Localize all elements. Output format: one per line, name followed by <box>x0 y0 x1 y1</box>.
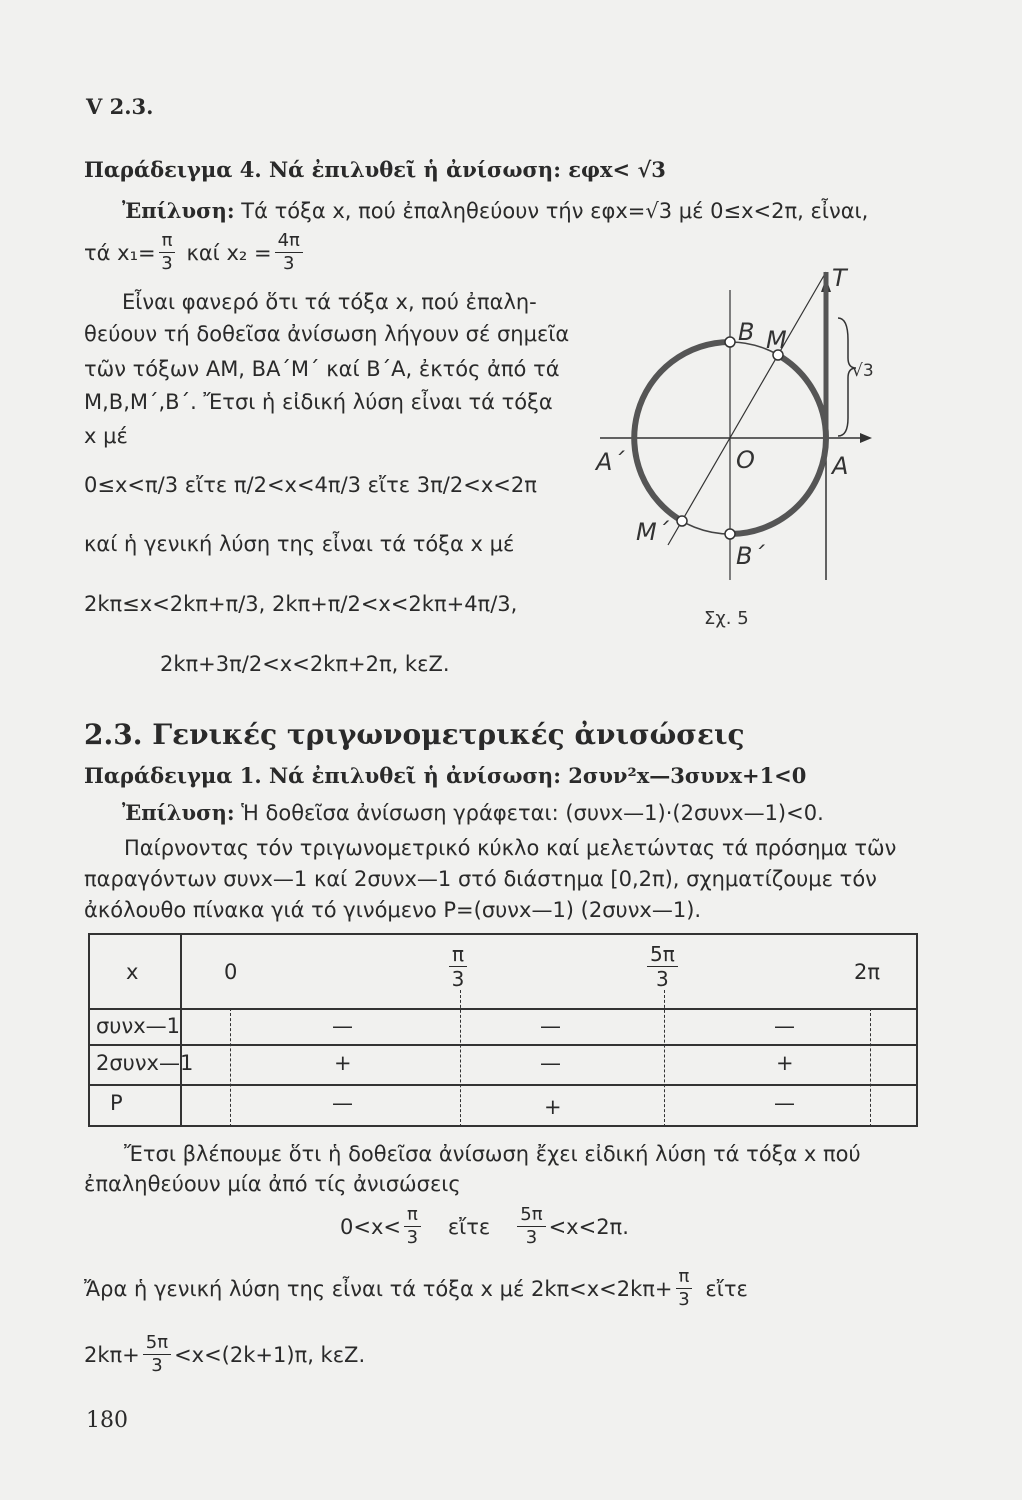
table-header-2pi: 2π <box>854 960 881 984</box>
sign-cell: + <box>544 1095 562 1119</box>
figure-caption: Σχ. 5 <box>704 608 749 629</box>
specific-solution-inequality: 0≤x<π/3 εἴτε π/2<x<4π/3 εἴτε 3π/2<x<2π <box>84 473 537 497</box>
dashed-divider <box>870 1008 871 1127</box>
table-header-x: x <box>126 960 139 984</box>
label-A: A <box>832 452 849 480</box>
fraction-4pi-3: $\frac{4\pi}{3}$ <box>275 232 303 273</box>
x1-label: τά x₁= <box>84 240 156 265</box>
paragraph-line: τῶν τόξων AM, BA΄M΄ καί B΄A, ἐκτός ἀπό τά <box>84 357 560 381</box>
sign-cell: — <box>540 1051 561 1075</box>
table-rule <box>88 1044 918 1046</box>
general-solution-label: καί ἡ γενική λύση της εἶναι τά τόξα x μέ <box>84 532 515 556</box>
solution-label: Ἐπίλυση: <box>122 198 235 223</box>
sign-cell: + <box>334 1051 352 1075</box>
table-rule <box>88 1008 918 1010</box>
paragraph-line: x μέ <box>84 424 128 448</box>
page-number: 180 <box>86 1408 128 1433</box>
paragraph-line: M,B,M΄,B΄. Ἔτσι ἡ εἰδική λύση εἶναι τά τόξα <box>84 390 553 414</box>
example-1-title: Παράδειγμα 1. Νά ἐπιλυθεῖ ἡ ἀνίσωση: 2συν²x—3συνx+1<0 <box>84 763 807 788</box>
x2-label: καί x₂ = <box>186 240 272 265</box>
paragraph-line: Ἔτσι βλέπουμε ὅτι ἡ δοθεῖσα ἀνίσωση ἔχει εἰδική λύση τά τόξα x πού <box>124 1142 861 1166</box>
table-header-pi-3: $\frac{\pi}{3}$ <box>446 944 470 989</box>
paragraph-line: ἐπαληθεύουν μία ἀπό τίς ἀνισώσεις <box>84 1172 461 1196</box>
example-4-title: Παράδειγμα 4. Νά ἐπιλυθεῖ ἡ ἀνίσωση: εφx< √3 <box>84 157 666 182</box>
label-T: T <box>832 264 847 292</box>
label-B-prime: B΄ <box>736 542 765 570</box>
dashed-divider <box>460 990 461 1127</box>
general-solution-line-2: 2kπ+3π/2<x<2kπ+2π, kεZ. <box>160 652 450 676</box>
running-header: V 2.3. <box>86 94 154 119</box>
dashed-divider <box>230 1008 231 1127</box>
sign-cell: — <box>332 1014 353 1038</box>
paragraph-line: Εἶναι φανερό ὅτι τά τόξα x, πού ἐπαλη- <box>122 290 537 314</box>
sign-cell: — <box>774 1091 795 1115</box>
label-A-prime: A΄ <box>596 448 625 476</box>
roots-line <box>84 232 306 273</box>
unit-circle-figure <box>590 260 880 640</box>
example-4-solution-line <box>122 198 868 223</box>
sign-cell: + <box>776 1051 794 1075</box>
sign-cell: — <box>332 1091 353 1115</box>
row-label: συνx—1 <box>96 1014 180 1038</box>
label-M-prime: M΄ <box>636 518 669 546</box>
table-header-5pi-3: $\frac{5\pi}{3}$ <box>644 944 681 989</box>
general-solution-line-2: 2kπ+ $\frac{5\pi}{3}$ <x<(2k+1)π, kεZ. <box>84 1332 366 1376</box>
general-solution-line-1: 2kπ≤x<2kπ+π/3, 2kπ+π/2<x<2kπ+4π/3, <box>84 592 518 616</box>
point-B-prime <box>725 529 735 539</box>
paragraph-line: Παίρνοντας τόν τριγωνομετρικό κύκλο καί μελετώντας τά πρόσημα τῶν <box>124 836 897 860</box>
point-M-prime <box>677 516 687 526</box>
sign-cell: — <box>774 1014 795 1038</box>
x-axis-arrow <box>860 433 872 443</box>
specific-solution-inequality: 0<x< $\frac{\pi}{3}$ εἴτε $\frac{5\pi}{3}$ <x<2π. <box>340 1204 629 1248</box>
solution-text: Τά τόξα x, πού ἐπαληθεύουν τήν εφx=√3 μέ 0≤x<2π, εἶναι, <box>241 199 869 223</box>
row-label: P <box>110 1091 123 1115</box>
solution-arc-BAM <box>634 342 730 521</box>
table-rule <box>88 1084 918 1086</box>
solution-text: Ἡ δοθεῖσα ἀνίσωση γράφεται: (συνx—1)·(2συνx—1)<0. <box>241 801 824 825</box>
paragraph-line: θεύουν τή δοθεῖσα ἀνίσωση λήγουν σέ σημεῖα <box>84 322 570 346</box>
label-B: B <box>738 318 755 346</box>
example-1-solution-line <box>122 800 824 825</box>
dashed-divider <box>664 990 665 1127</box>
sign-cell: — <box>540 1014 561 1038</box>
fraction-pi-3: $\frac{\pi}{3}$ <box>159 232 176 273</box>
table-rule <box>180 933 182 1127</box>
label-M: M <box>766 326 787 354</box>
section-title: 2.3. Γενικές τριγωνομετρικές ἀνισώσεις <box>84 718 745 751</box>
paragraph-line: παραγόντων συνx—1 καί 2συνx—1 στό διάστημα [0,2π), σχηματίζουμε τόν <box>84 867 877 891</box>
label-sqrt3: √3 <box>852 361 874 381</box>
paragraph-line: ἀκόλουθο πίνακα γιά τό γινόμενο P=(συνx—1) (2συνx—1). <box>84 898 702 922</box>
label-O: O <box>736 446 755 474</box>
point-B <box>725 337 735 347</box>
solution-label: Ἐπίλυση: <box>122 800 235 825</box>
table-header-0: 0 <box>224 960 238 984</box>
general-solution-line-1: Ἄρα ἡ γενική λύση της εἶναι τά τόξα x μέ 2kπ<x<2kπ+ $\frac{\pi}{3}$ εἴτε <box>84 1266 748 1310</box>
row-label: 2συνx—1 <box>96 1051 194 1075</box>
solution-arc-AM <box>778 355 826 438</box>
